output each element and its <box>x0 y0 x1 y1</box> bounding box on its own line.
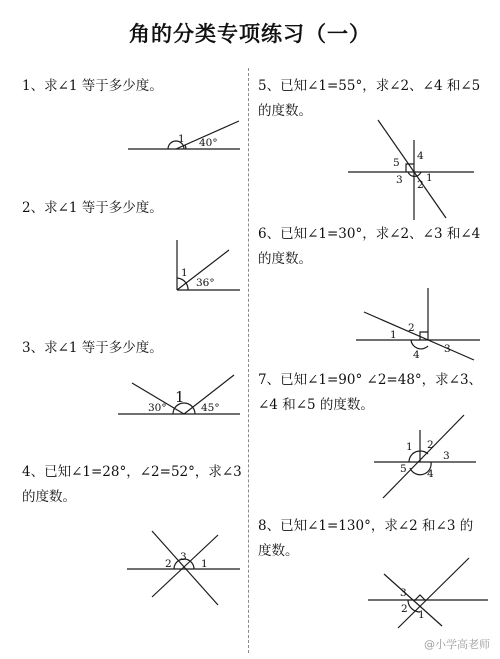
question-8-text: 8、已知∠1=130°，求∠2 和∠3 的度数。 <box>258 518 474 559</box>
q8-slant <box>398 558 469 628</box>
q5-label-5: 5 <box>393 157 400 169</box>
q5-label-4: 4 <box>417 150 424 162</box>
q8-label-2: 2 <box>401 603 408 615</box>
q6-label-2: 2 <box>408 322 415 334</box>
watermark: @小学高老师 <box>424 638 490 651</box>
question-7-text: 7、已知∠1=90° ∠2=48°，求∠3、∠4 和∠5 的度数。 <box>258 372 483 413</box>
q5-label-3: 3 <box>396 174 403 186</box>
q7-label-3: 3 <box>443 450 450 462</box>
q8-label-3: 3 <box>400 587 407 599</box>
question-1-text: 1、求∠1 等于多少度。 <box>22 78 163 94</box>
question-6-text: 6、已知∠1=30°，求∠2、∠3 和∠4 的度数。 <box>258 226 481 267</box>
q2-label-36: 36° <box>196 277 215 289</box>
q4-label-2: 2 <box>165 558 172 570</box>
q6-label-3: 3 <box>444 343 451 355</box>
q5-label-1: 1 <box>426 172 433 184</box>
q3-label-45: 45° <box>201 402 220 414</box>
q3-label-1: 1 <box>175 388 185 406</box>
q1-label-1: 1 <box>178 133 185 145</box>
q7-label-5: 5 <box>400 463 407 475</box>
question-5-text: 5、已知∠1=55°，求∠2、∠4 和∠5 的度数。 <box>258 78 481 119</box>
q7-label-2: 2 <box>427 439 434 451</box>
q7-label-4: 4 <box>427 468 434 480</box>
q2-label-1: 1 <box>181 267 188 279</box>
page-title: 角的分类专项练习（一） <box>129 22 371 46</box>
q8-label-1: 1 <box>418 609 425 621</box>
q1-label-40: 40° <box>199 137 218 149</box>
q5-label-2: 2 <box>417 179 424 191</box>
question-2-text: 2、求∠1 等于多少度。 <box>22 200 163 216</box>
question-3-text: 3、求∠1 等于多少度。 <box>22 340 163 356</box>
question-4-text: 4、已知∠1=28°，∠2=52°，求∠3 的度数。 <box>22 464 242 505</box>
q4-label-3: 3 <box>180 551 187 563</box>
q6-label-4: 4 <box>413 349 420 361</box>
q4-label-1: 1 <box>201 558 208 570</box>
q6-label-1: 1 <box>390 329 397 341</box>
q3-label-30: 30° <box>148 402 167 414</box>
q7-label-1: 1 <box>406 441 413 453</box>
